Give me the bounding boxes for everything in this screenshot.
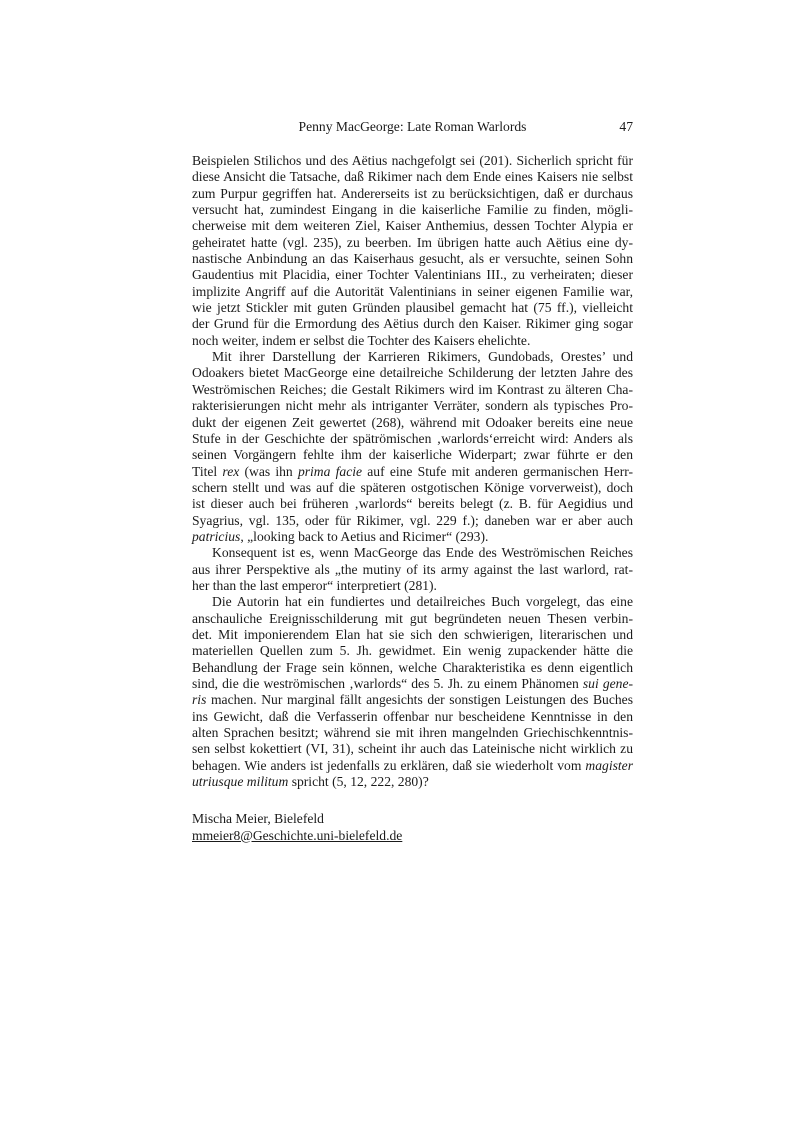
text-segment: Weströmischen Reiches; die Gestalt Rikimers wird im Kontrast zu älteren Cha- bbox=[192, 381, 633, 397]
text-segment: ins Gewicht, daß die Verfasserin offenbar nur bescheidene Kenntnisse in den bbox=[192, 708, 633, 724]
text-segment: Konsequent ist es, wenn MacGeorge das Ende des Weströmischen Reiches bbox=[212, 545, 633, 561]
text-segment: geheiratet hatte (vgl. 235), zu beerben. Im übrigen hatte auch Aëtius eine dy- bbox=[192, 234, 633, 250]
text-line bbox=[192, 447, 633, 463]
review-body bbox=[192, 153, 633, 844]
text-line bbox=[192, 349, 633, 365]
text-line bbox=[192, 333, 633, 349]
text-segment: Titel bbox=[192, 463, 223, 479]
text-segment: Syagrius, vgl. 135, oder für Rikimer, vgl. 229 f.); daneben war er aber auch bbox=[192, 512, 633, 528]
running-title: Penny MacGeorge: Late Roman Warlords bbox=[298, 119, 527, 134]
text-segment: cherweise mit dem weiteren Ziel, Kaiser Anthemius, dessen Tochter Alypia er bbox=[192, 218, 633, 234]
author-name: Mischa Meier, Bielefeld bbox=[192, 811, 324, 827]
text-segment: , „looking back to Aetius and Ricimer“ (293). bbox=[240, 528, 489, 544]
text-line bbox=[192, 643, 633, 659]
running-header bbox=[192, 119, 633, 137]
text-line bbox=[192, 594, 633, 610]
text-segment: Gaudentius mit Placidia, einer Tochter Valentinians III., zu verheiraten; dieser bbox=[192, 267, 633, 283]
text-segment: seinen Vorgängern fehlte ihm der kaiserliche Widerpart; zwar führte er den bbox=[192, 447, 633, 463]
text-segment: sen selbst kokettiert (VI, 31), scheint ihr auch das Lateinische nicht wirklich zu bbox=[192, 741, 633, 757]
text-segment: Odoakers bietet MacGeorge eine detailreiche Schilderung der letzten Jahre des bbox=[192, 365, 633, 381]
text-segment: alten Sprachen besitzt; während sie mit ihren mangelnden Griechischkenntnis- bbox=[192, 725, 633, 741]
text-line bbox=[192, 316, 633, 332]
paragraph bbox=[192, 545, 633, 594]
text-segment: Behandlung der Frage sein können, welche Charakteristika es denn eigentlich bbox=[192, 659, 633, 675]
text-line bbox=[192, 676, 633, 692]
text-line bbox=[192, 464, 633, 480]
text-segment: materiellen Quellen zum 5. Jh. gewidmet. Ein wenig zupackender hätte die bbox=[192, 643, 633, 659]
text-line bbox=[192, 300, 633, 316]
text-line bbox=[192, 415, 633, 431]
text-segment: (was ihn bbox=[239, 463, 298, 479]
text-line bbox=[192, 545, 633, 561]
text-line bbox=[192, 382, 633, 398]
italic-text: rex bbox=[222, 463, 240, 479]
text-segment: her than the last emperor“ interpretiert (281). bbox=[192, 577, 437, 593]
text-segment: zum Purpur gegriffen hat. Andererseits ist zu berücksichtigen, daß er durchaus bbox=[192, 185, 633, 201]
text-segment: diese Ansicht die Tatsache, daß Rikimer nach dem Ende eines Kaisers nie selbst bbox=[192, 169, 633, 185]
text-line bbox=[192, 480, 633, 496]
text-segment: wie jetzt Stickler mit guten Gründen plausibel gemacht hat (75 ff.), vielleicht bbox=[192, 300, 633, 316]
text-line bbox=[192, 267, 633, 283]
text-line bbox=[192, 251, 633, 267]
text-line bbox=[192, 529, 633, 545]
paragraph bbox=[192, 594, 633, 790]
text-line bbox=[192, 431, 633, 447]
text-line bbox=[192, 235, 633, 251]
text-segment: auf eine Stufe mit anderen germanischen Herr- bbox=[362, 463, 633, 479]
text-line bbox=[192, 186, 633, 202]
text-segment: Die Autorin hat ein fundiertes und detailreiches Buch vorgelegt, das eine bbox=[212, 594, 633, 610]
signature bbox=[192, 811, 633, 844]
text-segment: anschauliche Ereignisschilderung mit gut begründeten neuen Thesen verbin- bbox=[192, 610, 633, 626]
text-line bbox=[192, 496, 633, 512]
text-line bbox=[192, 660, 633, 676]
italic-text: ris bbox=[192, 692, 207, 708]
text-line bbox=[192, 627, 633, 643]
text-segment: spricht (5, 12, 222, 280)? bbox=[288, 774, 429, 790]
italic-text: prima facie bbox=[297, 463, 363, 479]
italic-text: utriusque militum bbox=[192, 774, 289, 790]
paragraph bbox=[192, 153, 633, 349]
text-segment: Mit ihrer Darstellung der Karrieren Rikimers, Gundobads, Orestes’ und bbox=[212, 349, 633, 365]
text-line bbox=[192, 758, 633, 774]
page-number: 47 bbox=[619, 119, 633, 134]
text-segment: versucht hat, zumindest Eingang in die kaiserliche Familie zu finden, mögli- bbox=[192, 202, 633, 218]
text-line bbox=[192, 365, 633, 381]
text-segment: nastische Anbindung an das Kaiserhaus gesucht, als er versuchte, seinen Sohn bbox=[192, 251, 633, 267]
text-segment: Beispielen Stilichos und des Aëtius nachgefolgt sei (201). Sicherlich spricht für bbox=[192, 153, 633, 168]
text-segment: aus ihrer Perspektive als „the mutiny of its army against the last warlord, rat- bbox=[192, 561, 633, 577]
italic-text: magister bbox=[585, 757, 633, 773]
text-line bbox=[192, 153, 633, 169]
paragraph bbox=[192, 349, 633, 545]
paragraphs bbox=[192, 153, 633, 790]
text-line bbox=[192, 709, 633, 725]
italic-text: patricius bbox=[192, 528, 241, 544]
text-segment: rakterisierungen nicht mehr als intriganter Verräter, sondern als typisches Pro- bbox=[192, 398, 633, 414]
text-segment: schern stellt und was auf die späteren ostgotischen Könige vorverweist), doch bbox=[192, 479, 633, 495]
text-segment: dukt der eigenen Zeit gewertet (268), während mit Odoaker bereits eine neue bbox=[192, 414, 633, 430]
text-segment: implizite Angriff auf die Autorität Valentinians in seiner eigenen Familie war, bbox=[192, 283, 633, 299]
text-segment: ist dieser auch bei früheren ‚warlords“ bereits belegt (z. B. für Aegidius und bbox=[192, 496, 633, 512]
text-segment: sind, die die weströmischen ‚warlords“ des 5. Jh. zu einem Phänomen bbox=[192, 676, 583, 691]
text-segment: der Grund für die Ermordung des Aëtius durch den Kaiser. Rikimer ging sogar bbox=[192, 316, 633, 332]
text-line bbox=[192, 692, 633, 708]
text-segment: noch weiter, indem er selbst die Tochter des Kaisers ehelichte. bbox=[192, 332, 531, 348]
text-line bbox=[192, 774, 633, 790]
author-email-link[interactable]: mmeier8@Geschichte.uni-bielefeld.de bbox=[192, 827, 403, 843]
text-line bbox=[192, 284, 633, 300]
text-line bbox=[192, 741, 633, 757]
italic-text: sui gene- bbox=[582, 676, 634, 691]
text-line bbox=[192, 578, 633, 594]
text-line bbox=[192, 218, 633, 234]
text-segment: behagen. Wie anders ist jedenfalls zu erklären, daß sie wiederholt vom bbox=[192, 757, 586, 773]
text-segment: machen. Nur marginal fällt angesichts der sonstigen Leistungen des Buches bbox=[206, 692, 633, 708]
text-line bbox=[192, 725, 633, 741]
text-segment: Stufe in der Geschichte der spätrömischen ‚warlords‘erreicht wird: Anders als bbox=[192, 430, 633, 446]
text-line bbox=[192, 398, 633, 414]
text-line bbox=[192, 169, 633, 185]
text-line bbox=[192, 562, 633, 578]
text-line bbox=[192, 513, 633, 529]
text-segment: det. Mit imponierendem Elan hat sie sich den schwierigen, literarischen und bbox=[192, 626, 633, 642]
text-line bbox=[192, 611, 633, 627]
text-line bbox=[192, 202, 633, 218]
